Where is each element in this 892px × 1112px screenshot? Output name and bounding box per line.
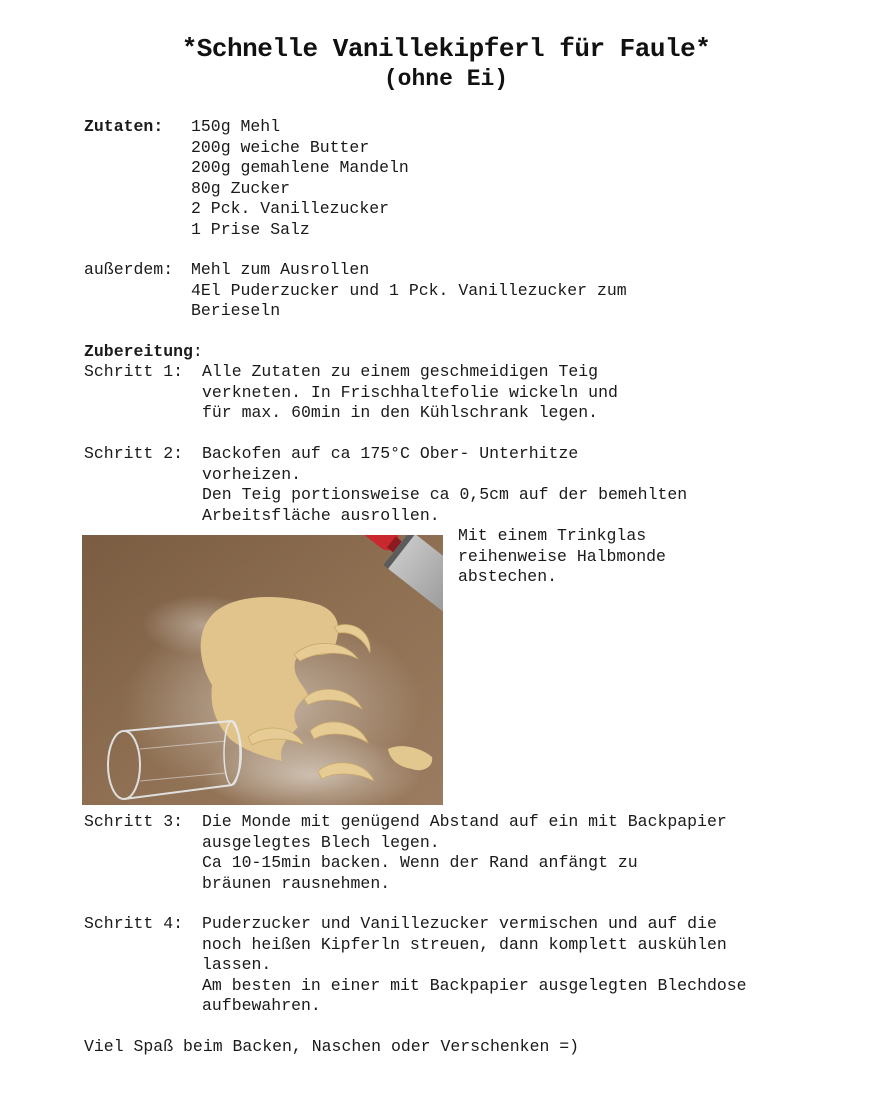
list-item: 80g Zucker: [191, 178, 291, 198]
step-2-label: Schritt 2:: [84, 444, 184, 463]
step-1-text: Alle Zutaten zu einem geschmeidigen Teig verkneten. In Frischhaltefolie wickeln und für max. 60min in den Kühlschrank legen.: [202, 362, 618, 422]
list-item: 2 Pck. Vanillezucker: [191, 199, 390, 218]
list-item: Mehl zum Ausrollen: [191, 260, 370, 279]
ingredients-heading: Zutaten:: [84, 117, 164, 136]
rolled-dough-photo: [82, 535, 443, 805]
step-2-side-text: Mit einem Trinkglas reihenweise Halbmonde abstechen.: [458, 526, 666, 586]
recipe-title: *Schnelle Vanillekipferl für Faule*: [181, 34, 711, 64]
list-item: 1 Prise Salz: [191, 219, 310, 239]
step-3-text: Die Monde mit genügend Abstand auf ein mit Backpapier ausgelegtes Blech legen. Ca 10-15min backen. Wenn der Rand anfängt zu bräunen rausnehmen.: [202, 812, 727, 893]
closing-line: Viel Spaß beim Backen, Naschen oder Verschenken =): [84, 1037, 580, 1056]
extras-list: [191, 260, 627, 322]
step-1-label: Schritt 1:: [84, 362, 184, 381]
list-item: 150g Mehl: [191, 117, 281, 136]
preparation-heading: Zubereitung:: [84, 342, 203, 361]
photo-drawing: [82, 535, 443, 805]
extras-heading: außerdem:: [84, 260, 174, 279]
ingredients-list: [191, 117, 409, 240]
list-item: Berieseln: [191, 301, 281, 320]
step-3-label: Schritt 3:: [84, 812, 184, 831]
step-2-text: Backofen auf ca 175°C Ober- Unterhitze vorheizen. Den Teig portionsweise ca 0,5cm auf der bemehlten Arbeitsfläche ausrollen.: [202, 444, 688, 525]
recipe-subtitle: (ohne Ei): [383, 66, 509, 92]
list-item: 200g weiche Butter: [191, 137, 370, 157]
list-item: 4El Puderzucker und 1 Pck. Vanillezucker zum: [191, 280, 627, 300]
step-4-label: Schritt 4:: [84, 914, 184, 933]
list-item: 200g gemahlene Mandeln: [191, 158, 409, 177]
step-4-text: Puderzucker und Vanillezucker vermischen und auf die noch heißen Kipferln streuen, dann komplett auskühlen lassen. Am besten in einer mit Backpapier ausgelegten Blechdose aufbewahren.: [202, 914, 747, 1015]
